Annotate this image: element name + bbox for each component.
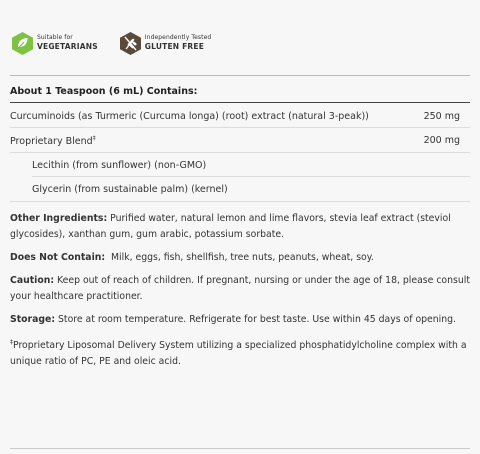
row-divider [32, 176, 470, 177]
badge-title: GLUTEN FREE [144, 42, 205, 52]
note-text: Purified water, natural lemon and lime flavors, stevia leaf extract (steviol glycosides), xanthan gum, gum arabic, potassium sorbate. [10, 213, 451, 240]
vegetarian-badge [12, 32, 98, 55]
product-notes [10, 211, 470, 377]
note-label: Does Not Contain: [10, 252, 106, 263]
ingredient-amount: 250 mg [423, 111, 460, 122]
panel-bottom-border [10, 448, 470, 449]
storage [10, 312, 470, 328]
ingredient-name: Lecithin (from sunflower) (non-GMO) [32, 160, 207, 171]
row-divider [10, 201, 470, 202]
footnote [10, 335, 470, 370]
badge-caption: Suitable for [37, 34, 73, 42]
note-label: Other Ingredients: [10, 213, 108, 224]
ingredient-name: Glycerin (from sustainable palm) (kernel) [32, 184, 228, 195]
badge-caption: Independently Tested [144, 34, 212, 42]
gluten-free-badge [120, 32, 211, 55]
serving-size: About 1 Teaspoon (6 mL) Contains: [10, 86, 198, 97]
note-text: Keep out of reach of children. If pregnant, nursing or under the age of 18, please consult your healthcare practitioner. [10, 275, 470, 302]
serving-size-row [10, 86, 470, 97]
badge-title: VEGETARIANS [37, 42, 98, 52]
note-text: Store at room temperature. Refrigerate for best taste. Use within 45 days of opening. [55, 314, 456, 325]
leaf-icon [12, 32, 33, 55]
ingredient-name: Proprietary Blend [10, 136, 93, 147]
caution [10, 273, 470, 305]
certification-badges [12, 28, 233, 58]
note-label: Storage: [10, 314, 56, 325]
wheat-icon [120, 32, 141, 55]
note-text: Proprietary Liposomal Delivery System utilizing a specialized phosphatidylcholine complex with a unique ratio of PC, PE and oleic acid. [10, 340, 467, 367]
row-divider [10, 152, 470, 153]
note-text: Milk, eggs, fish, shellfish, tree nuts, peanuts, wheat, soy. [105, 252, 374, 263]
table-row [10, 160, 470, 171]
table-row [10, 135, 470, 147]
row-divider [10, 127, 470, 128]
table-row [10, 111, 470, 122]
header-divider [10, 102, 470, 103]
footnote-marker: ‡ [10, 339, 13, 346]
does-not-contain [10, 250, 470, 266]
other-ingredients [10, 211, 470, 243]
panel-top-border [10, 75, 470, 76]
footnote-marker: ‡ [92, 135, 96, 142]
ingredient-name: Curcuminoids (as Turmeric (Curcuma longa) (root) extract (natural 3-peak)) [10, 111, 369, 122]
note-label: Caution: [10, 275, 55, 286]
ingredient-amount: 200 mg [423, 135, 460, 146]
table-row [10, 184, 470, 195]
